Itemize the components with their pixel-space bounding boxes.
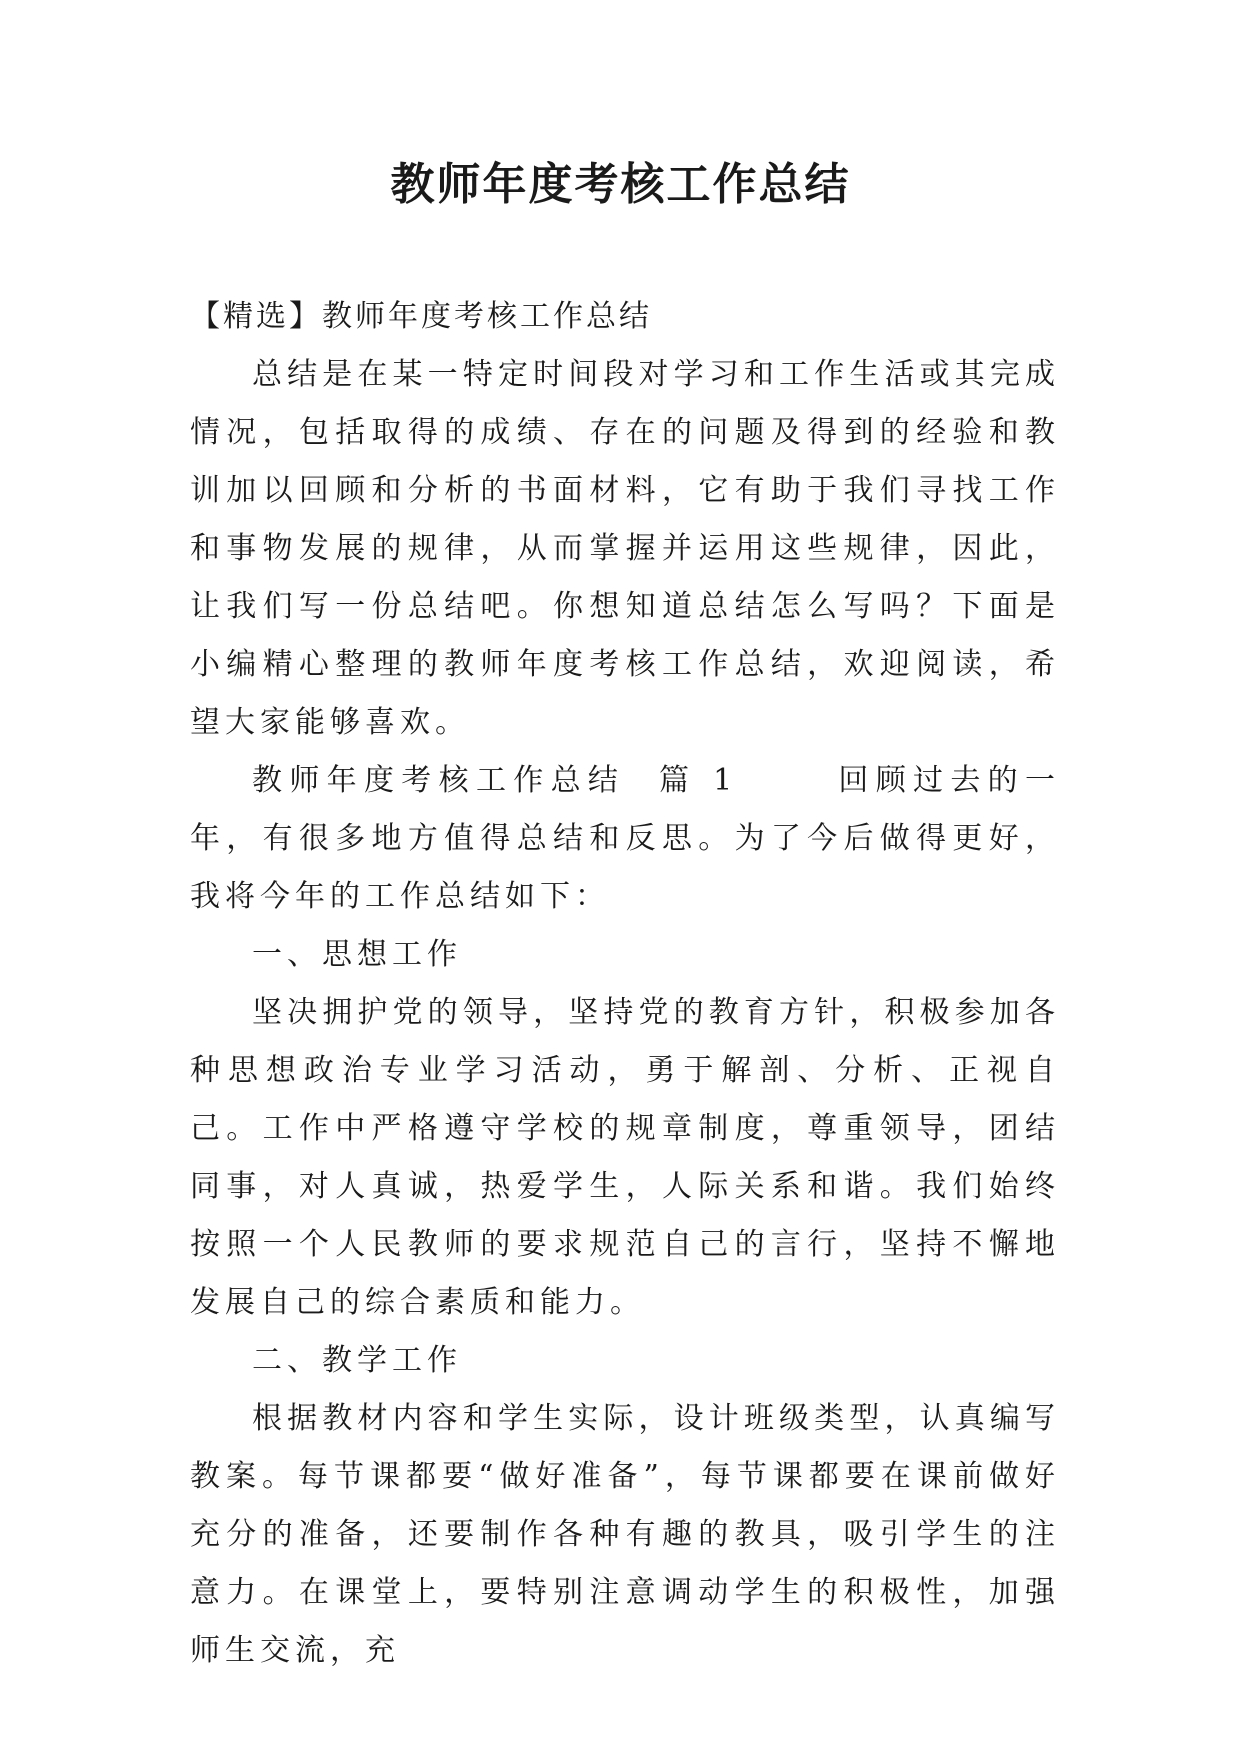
paragraph: 坚决拥护党的领导，坚持党的教育方针，积极参加各种思想政治专业学习活动，勇于解剖、分析、正视自己。工作中严格遵守学校的规章制度，尊重领导，团结同事，对人真诚，热爱学生，人际关系和谐。我们始终按照一个人民教师的要求规范自己的言行，坚持不懈地发展自己的综合素质和能力。 bbox=[190, 995, 1060, 1320]
document-body bbox=[190, 288, 1060, 1680]
paragraph: 总结是在某一特定时间段对学习和工作生活或其完成情况，包括取得的成绩、存在的问题及得到的经验和教训加以回顾和分析的书面材料，它有助于我们寻找工作和事物发展的规律，从而掌握并运用这些规律，因此，让我们写一份总结吧。你想知道总结怎么写吗？下面是小编精心整理的教师年度考核工作总结，欢迎阅读，希望大家能够喜欢。 bbox=[190, 357, 1060, 740]
paragraph: 根据教材内容和学生实际，设计班级类型，认真编写教案。每节课都要“做好准备”，每节课都要在课前做好充分的准备，还要制作各种有趣的教具，吸引学生的注意力。在课堂上，要特别注意调动学生的积极性，加强师生交流，充 bbox=[190, 1401, 1060, 1668]
document-title: 教师年度考核工作总结 bbox=[390, 159, 851, 210]
section-heading: 一、思想工作 bbox=[252, 937, 462, 972]
paragraph: 教师年度考核工作总结 篇 1 回顾过去的一年，有很多地方值得总结和反思。为了今后做得更好，我将今年的工作总结如下： bbox=[190, 763, 1060, 914]
intro-line: 【精选】教师年度考核工作总结 bbox=[190, 299, 652, 334]
section-heading: 二、教学工作 bbox=[252, 1343, 462, 1378]
